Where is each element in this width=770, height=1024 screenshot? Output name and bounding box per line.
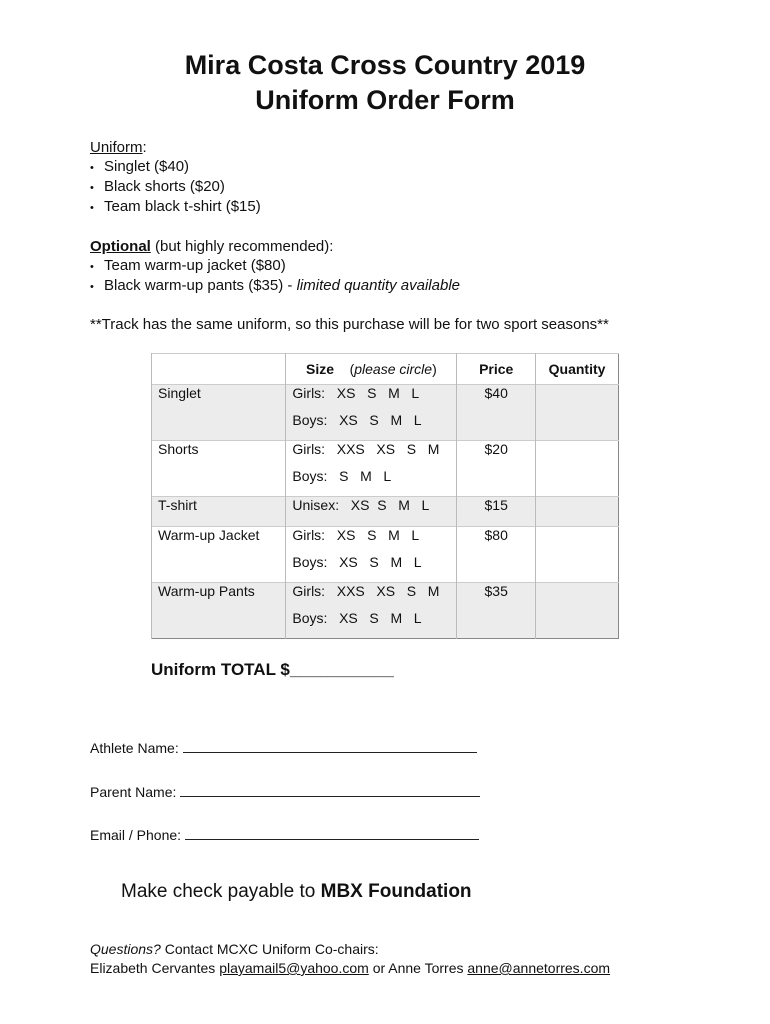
list-item: • Team black t-shirt ($15) — [90, 197, 261, 217]
table-row — [152, 385, 619, 441]
size-options[interactable] — [286, 527, 457, 583]
price-cell: $20 — [457, 441, 536, 497]
uniform-heading-line — [90, 138, 147, 157]
list-item: • Black shorts ($20) — [90, 177, 261, 197]
table-row — [152, 497, 619, 527]
parent-name-line[interactable] — [180, 782, 480, 797]
uniform-total[interactable]: Uniform TOTAL $___________ — [151, 660, 394, 679]
athlete-name-field[interactable] — [90, 738, 477, 756]
uniform-colon: : — [142, 139, 147, 156]
list-item: • Singlet ($40) — [90, 157, 261, 177]
price-cell: $35 — [457, 583, 536, 639]
table-header-row — [152, 354, 619, 385]
email-phone-label: Email / Phone: — [90, 827, 182, 843]
item-name: Shorts — [152, 441, 286, 497]
email-phone-line[interactable] — [185, 825, 479, 840]
size-line[interactable]: Boys: S M L — [292, 468, 392, 484]
optional-note: (but highly recommended): — [150, 238, 334, 255]
header-blank — [152, 354, 286, 385]
header-price: Price — [457, 354, 536, 385]
track-note: **Track has the same uniform, so this purchase will be for two sport seasons** — [90, 316, 609, 333]
athlete-name-label: Athlete Name: — [90, 740, 179, 756]
item-name: T-shirt — [152, 497, 286, 527]
header-size-label: Size — [305, 361, 334, 377]
questions-label: Questions? — [90, 941, 161, 957]
contact-name-1: Elizabeth Cervantes — [90, 960, 220, 976]
quantity-cell[interactable] — [536, 441, 619, 497]
price-cell: $80 — [457, 527, 536, 583]
email-link-1[interactable]: playamail5@yahoo.com — [219, 960, 369, 976]
questions-line — [90, 941, 379, 957]
size-line[interactable]: Boys: XS S M L — [292, 412, 422, 428]
size-line[interactable]: Girls: XXS XS S M — [292, 583, 440, 599]
item-name: Warm-up Pants — [152, 583, 286, 639]
size-options[interactable] — [286, 441, 457, 497]
price-cell: $40 — [457, 385, 536, 441]
quantity-cell[interactable] — [536, 583, 619, 639]
size-line[interactable]: Unisex: XS S M L — [292, 497, 430, 513]
check-payable-note — [121, 881, 472, 903]
optional-list — [90, 256, 460, 296]
check-payee: MBX Foundation — [320, 881, 472, 902]
header-size-note: please circle — [354, 361, 433, 377]
optional-item2-text: Black warm-up pants ($35) - — [104, 277, 297, 294]
size-line[interactable]: Boys: XS S M L — [292, 610, 422, 626]
price-cell: $15 — [457, 497, 536, 527]
uniform-heading: Uniform — [90, 139, 143, 156]
header-quantity: Quantity — [536, 354, 619, 385]
size-line[interactable]: Girls: XXS XS S M — [292, 441, 440, 457]
table-row — [152, 583, 619, 639]
header-size: Size (please circle) — [286, 354, 457, 385]
table-row — [152, 527, 619, 583]
item-name: Warm-up Jacket — [152, 527, 286, 583]
optional-heading: Optional — [90, 238, 151, 255]
size-line[interactable]: Boys: XS S M L — [292, 554, 422, 570]
list-item — [90, 276, 460, 296]
athlete-name-line[interactable] — [183, 738, 477, 753]
email-phone-field[interactable] — [90, 825, 479, 843]
contact-text: Contact MCXC Uniform Co-chairs: — [160, 941, 379, 957]
check-prefix: Make check payable to — [121, 881, 321, 902]
size-line[interactable]: Girls: XS S M L — [292, 527, 420, 543]
size-line[interactable]: Girls: XS S M L — [292, 385, 420, 401]
optional-heading-line — [90, 237, 333, 256]
size-options[interactable] — [286, 583, 457, 639]
size-options[interactable] — [286, 385, 457, 441]
uniform-size-table — [151, 353, 619, 639]
quantity-cell[interactable] — [536, 527, 619, 583]
quantity-cell[interactable] — [536, 497, 619, 527]
list-item: • Team warm-up jacket ($80) — [90, 256, 460, 276]
table-row — [152, 441, 619, 497]
quantity-cell[interactable] — [536, 385, 619, 441]
uniform-list — [90, 157, 261, 217]
limited-quantity-note: limited quantity available — [296, 277, 461, 294]
page-title-line2: Uniform Order Form — [255, 85, 515, 115]
item-name: Singlet — [152, 385, 286, 441]
page-title-line1: Mira Costa Cross Country 2019 — [184, 50, 586, 80]
email-link-2[interactable]: anne@annetorres.com — [467, 960, 611, 976]
parent-name-label: Parent Name: — [90, 784, 177, 800]
contact-separator: or Anne Torres — [368, 960, 468, 976]
parent-name-field[interactable] — [90, 782, 480, 800]
size-options[interactable] — [286, 497, 457, 527]
contacts-line — [90, 960, 610, 976]
